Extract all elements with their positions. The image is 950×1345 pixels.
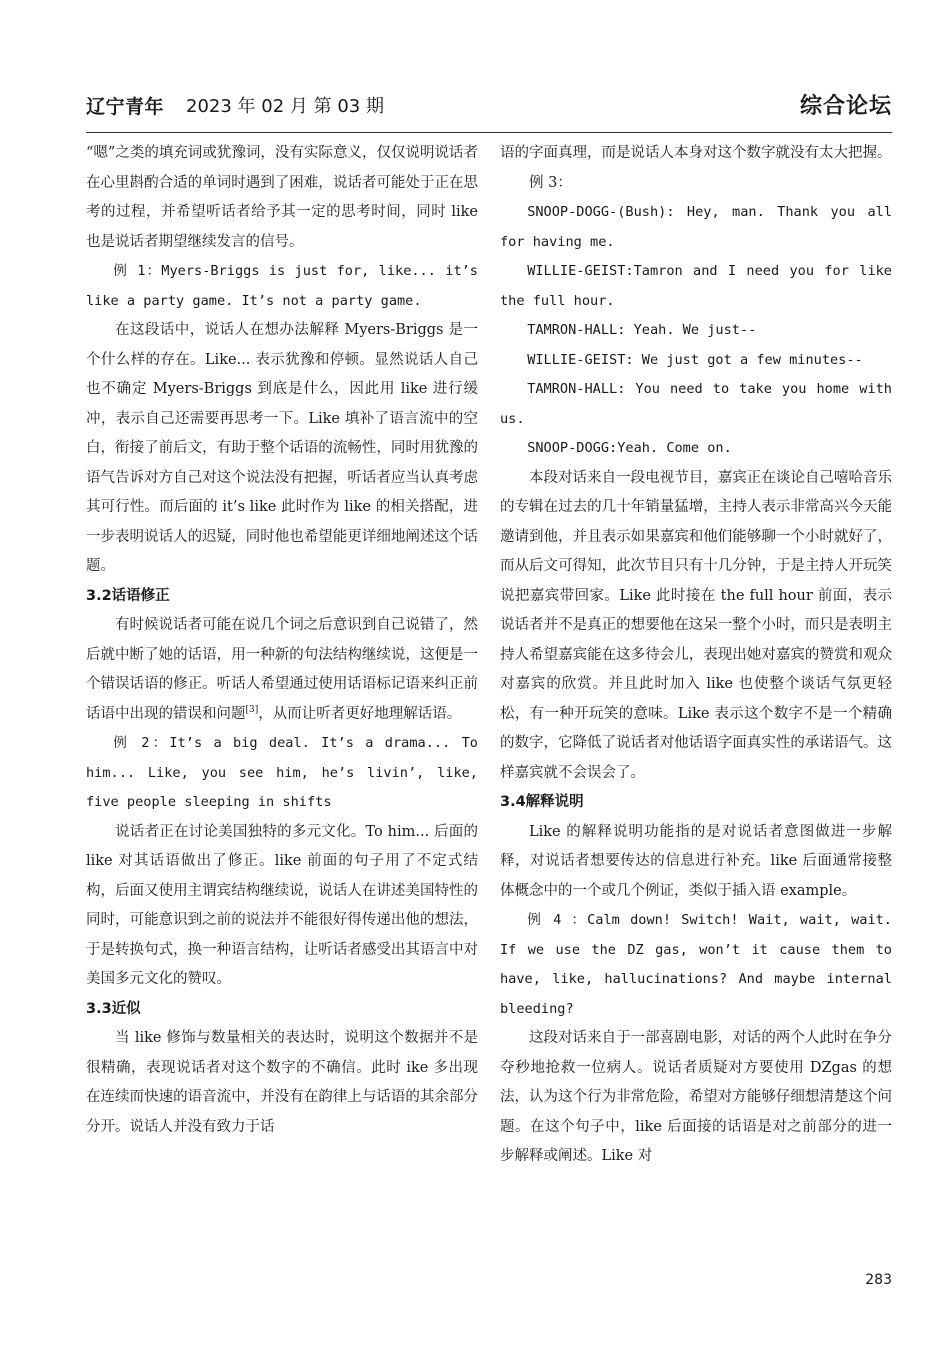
paragraph: 当 like 修饰与数量相关的表达时，说明这个数据并不是很精确，表现说话者对这个数字的不确信。此时 ike 多出现在连续而快速的语音流中，并没有在韵律上与话语的其余部分分开。说话人并没有致力于话 xyxy=(86,1030,478,1135)
dialogue-line: SNOOP-DOGG-(Bush): Hey, man. Thank you all for having me. xyxy=(500,204,892,250)
dialogue-line: SNOOP-DOGG:Yeah. Come on. xyxy=(527,440,732,456)
paragraph-text: ，从而让听者更好地理解话语。 xyxy=(258,705,462,722)
paragraph: 本段对话来自一段电视节目，嘉宾正在谈论自己嘻哈音乐的专辑在过去的几十年销量猛增，主持人表示非常高兴今天能邀请到他，并且表示如果嘉宾和他们能够聊一个小时就好了，而从后文可得知，此次节目只有十几分钟，于是主持人开玩笑说把嘉宾带回家。Like 此时接在 the full hour 前面，表示说话者并不是真正的想要他在这呆一整个小时，而只是表明主持人希望嘉宾能在这多待会儿，表现出她对嘉宾的赞赏和观众对嘉宾的欣赏。并且此时加入 like 也使整个谈话气氛更轻松，有一种开玩笑的意味。Like 表示这个数字不是一个精确的数字，它降低了说话者对他话语字面真实性的承诺语气。这样嘉宾就不会误会了。 xyxy=(500,469,892,781)
example-4: 例 4 ：Calm down! Switch! Wait, wait, wait. If we use the DZ gas, won’t it cause them to have, like, hallucinations? And maybe internal bleeding? xyxy=(500,912,892,1017)
paragraph xyxy=(86,611,478,729)
citation: [3] xyxy=(245,704,259,715)
paragraph: “嗯”之类的填充词或犹豫词，没有实际意义，仅仅说明说话者在心里斟酌合适的单词时遇到了困难，说话者可能处于正在思考的过程，并希望听话者给予其一定的思考时间，同时 like 也是说话者期望继续发言的信号。 xyxy=(86,145,478,250)
heading-3-3: 3.3近似 xyxy=(86,1000,141,1017)
example-2: 例 2：It’s a big deal. It’s a drama... To him... Like, you see him, he’s livin’, like, five people sleeping in shifts xyxy=(86,735,478,810)
header-rule xyxy=(86,132,892,133)
page-header xyxy=(86,86,892,126)
paragraph: 这段对话来自于一部喜剧电影，对话的两个人此时在争分夺秒地抢救一位病人。说话者质疑对方要使用 DZgas 的想法，认为这个行为非常危险，希望对方能够仔细想清楚这个问题。在这个句子中，like 后面接的话语是对之前部分的进一步解释或阐述。Like 对 xyxy=(500,1030,892,1164)
right-column xyxy=(500,139,892,1172)
heading-3-4: 3.4解释说明 xyxy=(500,794,584,810)
section-title: 综合论坛 xyxy=(799,94,892,119)
example-1: 例 1：Myers-Briggs is just for, like... it’s like a party game. It’s not a party game. xyxy=(86,263,478,309)
paragraph: Like 的解释说明功能指的是对说话者意图做进一步解释，对说话者想要传达的信息进行补充。like 后面通常接整体概念中的一个或几个例证，类似于插入语 example。 xyxy=(500,823,892,899)
dialogue-line: TAMRON-HALL: You need to take you home with us. xyxy=(500,381,892,427)
dialogue-line: TAMRON-HALL: Yeah. We just-- xyxy=(527,322,757,338)
heading-3-2: 3.2话语修正 xyxy=(86,587,170,604)
dialogue-line: WILLIE-GEIST: We just got a few minutes-- xyxy=(527,351,863,368)
paragraph-text: 有时候说话者可能在说几个词之后意识到自己说错了，然后就中断了她的话语，用一种新的句法结构继续说，这便是一个错误话语的修正。听话人希望通过使用话语标记语来纠正前话语中出现的错误和问题 xyxy=(86,617,478,722)
issue-info: 2023 年 02 月 第 03 期 xyxy=(186,96,384,117)
paragraph: 在这段话中，说话人在想办法解释 Myers-Briggs 是一个什么样的存在。Like... 表示犹豫和停顿。显然说话人自己也不确定 Myers-Briggs 到底是什么，因此用 like 进行缓冲，表示自己还需要再思考一下。Like 填补了语言流中的空白，衔接了前后文，有助于整个话语的流畅性，同时用犹豫的语气告诉对方自己对这个说法没有把握，听话者应当认真考虑其可行性。而后面的 it’s like 此时作为 like 的相关搭配，进一步表明说话人的迟疑，同时他也希望能更详细地阐述这个话题。 xyxy=(86,322,478,574)
paragraph: 说话者正在讨论美国独特的多元文化。To him... 后面的 like 对其话语做出了修正。like 前面的句子用了不定式结构，后面又使用主谓宾结构继续说，说话人在讲述美国特性的同时，可能意识到之前的说法并不能很好得传递出他的想法，于是转换句式，换一种语言结构，让听话者感受出其语言中对美国多元文化的赞叹。 xyxy=(86,823,478,987)
left-column xyxy=(86,139,478,1142)
example-3-label: 例 3： xyxy=(529,174,572,191)
page-number: 283 xyxy=(865,1272,892,1288)
paragraph: 语的字面真理，而是说话人本身对这个数字就没有太大把握。 xyxy=(500,145,892,161)
dialogue-line: WILLIE-GEIST:Tamron and I need you for like the full hour. xyxy=(500,263,892,309)
journal-name: 辽宁青年 xyxy=(86,96,165,118)
